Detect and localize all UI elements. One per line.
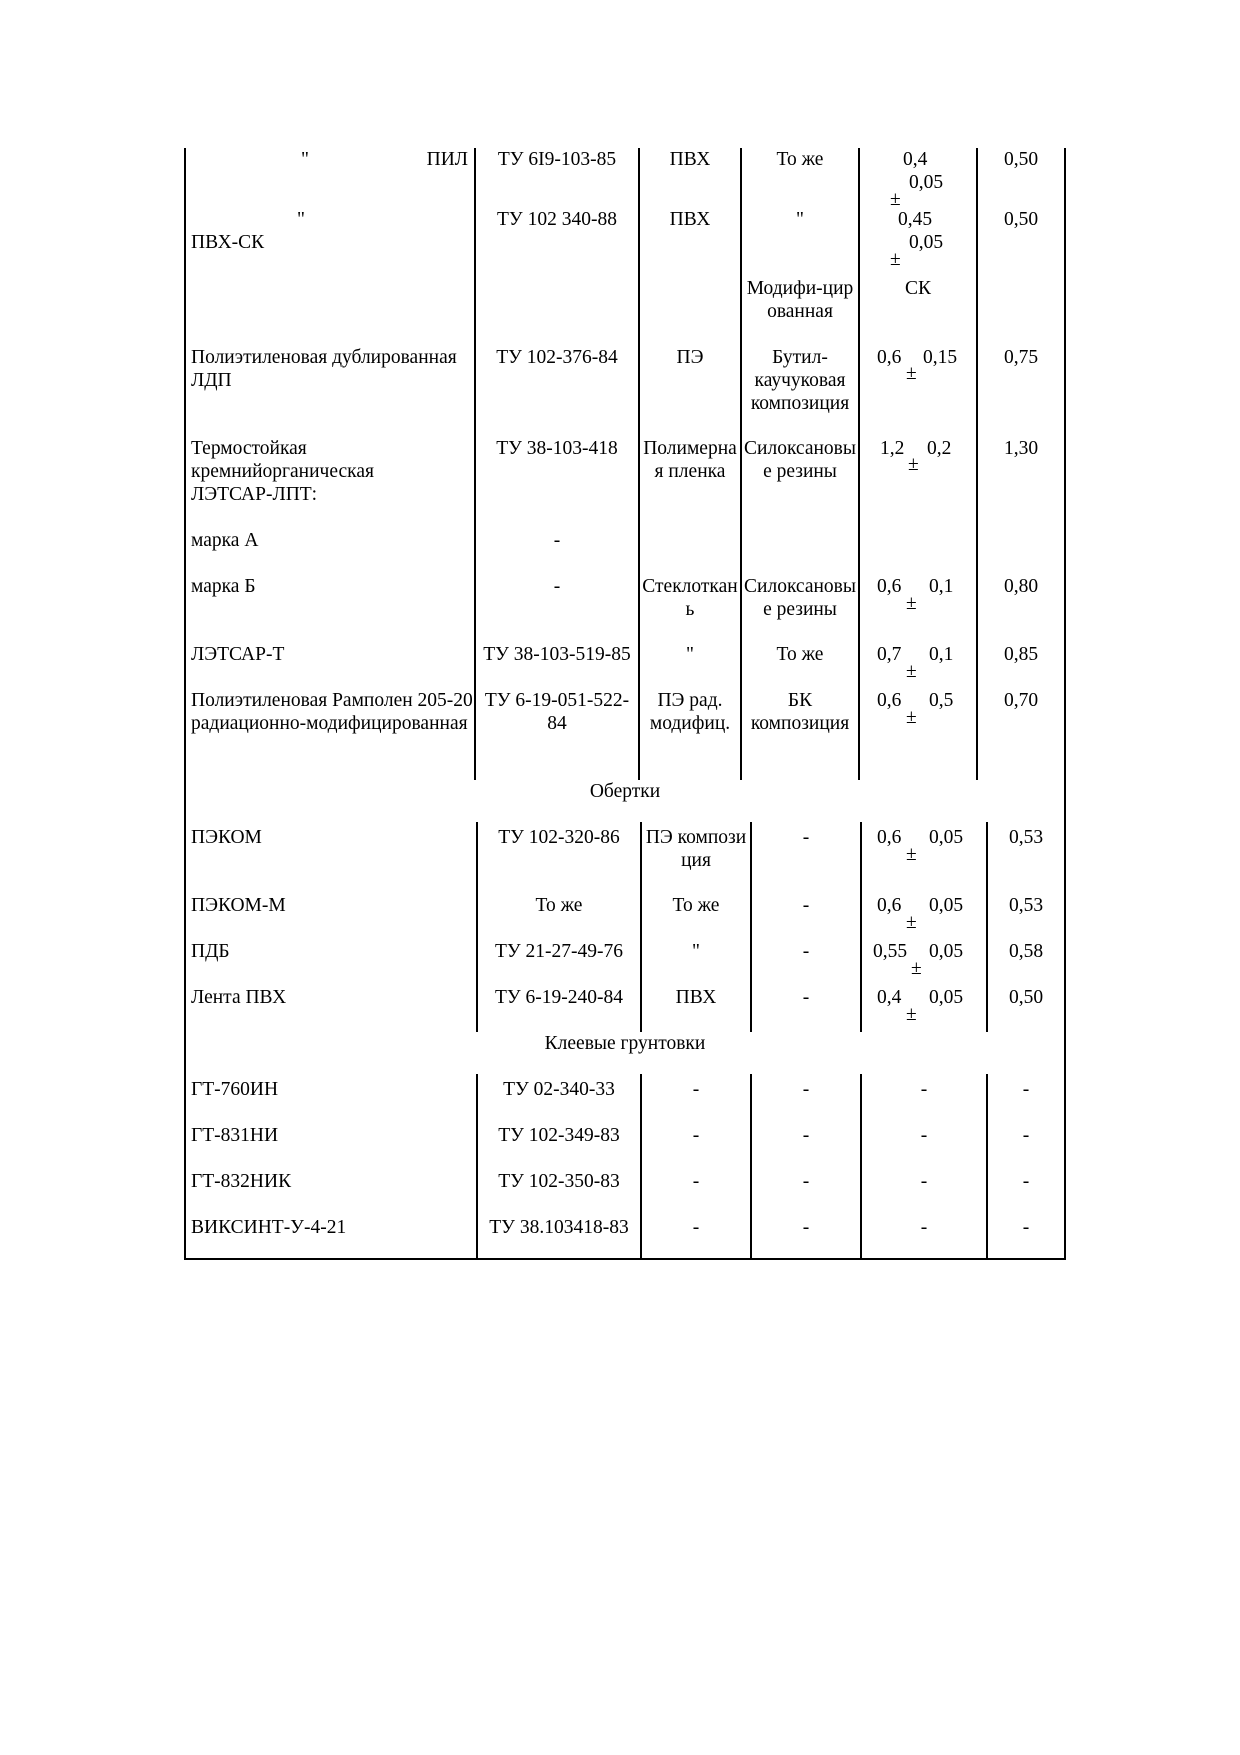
- primer-0-name: ГТ-760ИН: [191, 1079, 279, 1100]
- wrap-3-tu: ТУ 6-19-240-84: [494, 987, 624, 1008]
- row-6-base: Стеклоткань: [642, 576, 738, 620]
- row-7-name: ЛЭТСАР-Т: [191, 644, 285, 665]
- row-1-base: ПВХ: [669, 209, 711, 230]
- wrap-3-name: Лента ПВХ: [191, 987, 287, 1008]
- wrap-2-thickness-tolerance: 0,05: [929, 941, 964, 962]
- primer-3-thickness: -: [920, 1217, 928, 1238]
- row-0-name-ditto: ": [301, 149, 309, 170]
- wraps-divider-3: [750, 822, 752, 1032]
- row-6-adhesive: Силоксановые резины: [744, 576, 856, 620]
- row-2-adhesive: Модифи-цированная: [746, 278, 854, 322]
- primer-3-total: -: [1022, 1217, 1030, 1238]
- row-6-pm-symbol: ±: [906, 593, 917, 614]
- row-8-name: Полиэтиленовая Рамполен 205-20 радиационно-модифицированная: [191, 690, 473, 734]
- row-6-thickness: 0,6: [877, 576, 902, 597]
- row-3-total: 0,75: [1003, 347, 1039, 368]
- row-8-tu: ТУ 6-19-051-522-84: [484, 690, 630, 734]
- row-7-pm-symbol: ±: [906, 661, 917, 682]
- primer-0-total: -: [1022, 1079, 1030, 1100]
- primers-divider-2: [640, 1074, 642, 1258]
- row-1-thickness: 0,45: [898, 209, 933, 230]
- row-0-adhesive: То же: [776, 149, 824, 170]
- wrap-2-base: ": [692, 941, 700, 962]
- row-0-tu: ТУ 6І9-103-85: [497, 149, 617, 170]
- row-4-pm-symbol: ±: [908, 454, 919, 475]
- primers-divider-5: [986, 1074, 988, 1258]
- primer-2-name: ГТ-832НИК: [191, 1171, 292, 1192]
- primer-1-total: -: [1022, 1125, 1030, 1146]
- wraps-divider-4: [860, 822, 862, 1032]
- wraps-divider-5: [986, 822, 988, 1032]
- col-divider-2: [638, 148, 640, 780]
- wrap-1-tu: То же: [535, 895, 583, 916]
- wrap-1-name: ПЭКОМ-М: [191, 895, 286, 916]
- row-7-thickness-tolerance: 0,1: [929, 644, 954, 665]
- wrap-1-base: То же: [672, 895, 720, 916]
- row-1-thickness-tolerance: 0,05: [909, 232, 944, 253]
- primers-divider-3: [750, 1074, 752, 1258]
- wrap-1-adhesive: -: [802, 895, 810, 916]
- row-8-adhesive: БК композиция: [750, 690, 850, 734]
- wrap-3-total: 0,50: [1008, 987, 1044, 1008]
- row-6-tu: -: [553, 576, 561, 597]
- wrap-3-pm-symbol: ±: [906, 1004, 917, 1025]
- row-7-adhesive: То же: [776, 644, 824, 665]
- row-3-name: Полиэтиленовая дублированная ЛДП: [191, 347, 457, 391]
- primer-0-thickness: -: [920, 1079, 928, 1100]
- row-5-tu: -: [553, 530, 561, 551]
- row-4-adhesive: Силоксановые резины: [744, 438, 856, 482]
- row-0-name: ПИЛ: [426, 149, 468, 170]
- row-3-thickness: 0,6: [877, 347, 902, 368]
- row-8-thickness: 0,6: [877, 690, 902, 711]
- primer-0-tu: ТУ 02-340-33: [503, 1079, 615, 1100]
- wraps-divider-1: [476, 822, 478, 1032]
- row-8-pm-symbol: ±: [906, 707, 917, 728]
- row-0-thickness: 0,4: [903, 149, 928, 170]
- row-1-name: ПВХ-СК: [191, 232, 265, 253]
- primer-3-base: -: [692, 1217, 700, 1238]
- row-6-thickness-tolerance: 0,1: [929, 576, 954, 597]
- row-4-total: 1,30: [1003, 438, 1039, 459]
- col-divider-1: [474, 148, 476, 780]
- row-6-total: 0,80: [1003, 576, 1039, 597]
- table-border-bottom: [184, 1258, 1066, 1260]
- row-7-thickness: 0,7: [877, 644, 902, 665]
- wrap-2-total: 0,58: [1008, 941, 1044, 962]
- wraps-divider-2: [640, 822, 642, 1032]
- row-8-base: ПЭ рад. модифиц.: [649, 690, 731, 734]
- col-divider-5: [976, 148, 978, 780]
- wrap-1-total: 0,53: [1008, 895, 1044, 916]
- row-3-base: ПЭ: [676, 347, 704, 368]
- table-border-left: [184, 148, 186, 1258]
- wrap-0-base: ПЭ композиция: [645, 827, 747, 871]
- wrap-0-total: 0,53: [1008, 827, 1044, 848]
- row-5-name: марка А: [191, 530, 259, 551]
- row-1-total: 0,50: [1003, 209, 1039, 230]
- row-0-pm-symbol: ±: [890, 189, 901, 210]
- row-8-total: 0,70: [1003, 690, 1039, 711]
- wrap-0-thickness: 0,6: [877, 827, 902, 848]
- wrap-0-adhesive: -: [802, 827, 810, 848]
- row-3-tu: ТУ 102-376-84: [496, 347, 618, 368]
- primer-3-tu: ТУ 38.103418-83: [489, 1217, 629, 1238]
- wrap-3-thickness: 0,4: [877, 987, 902, 1008]
- row-4-tu: ТУ 38-103-418: [496, 438, 618, 459]
- wrap-0-name: ПЭКОМ: [191, 827, 262, 848]
- row-4-name: Термостойкая кремнийорганическая ЛЭТСАР-ЛПТ:: [191, 438, 374, 505]
- primer-2-base: -: [692, 1171, 700, 1192]
- wrap-0-thickness-tolerance: 0,05: [929, 827, 964, 848]
- primers-divider-1: [476, 1074, 478, 1258]
- section-heading-primers: Клеевые грунтовки: [544, 1033, 706, 1054]
- row-7-tu: ТУ 38-103-519-85: [483, 644, 631, 665]
- row-8-thickness-tolerance: 0,5: [929, 690, 954, 711]
- wrap-1-pm-symbol: ±: [906, 912, 917, 933]
- wrap-1-thickness-tolerance: 0,05: [929, 895, 964, 916]
- section-heading-wraps: Обертки: [589, 781, 661, 802]
- row-6-name: марка Б: [191, 576, 256, 597]
- primer-2-adhesive: -: [802, 1171, 810, 1192]
- primers-divider-4: [860, 1074, 862, 1258]
- wrap-3-base: ПВХ: [675, 987, 717, 1008]
- row-3-pm-symbol: ±: [906, 363, 917, 384]
- primer-0-base: -: [692, 1079, 700, 1100]
- col-divider-4: [858, 148, 860, 780]
- row-2-thickness: СК: [904, 278, 931, 299]
- row-3-thickness-tolerance: 0,15: [923, 347, 958, 368]
- primer-2-thickness: -: [920, 1171, 928, 1192]
- wrap-2-adhesive: -: [802, 941, 810, 962]
- primer-1-thickness: -: [920, 1125, 928, 1146]
- row-7-base: ": [686, 644, 694, 665]
- row-0-thickness-tolerance: 0,05: [909, 172, 944, 193]
- row-3-adhesive: Бутил-каучуковая композиция: [750, 347, 850, 414]
- primer-2-total: -: [1022, 1171, 1030, 1192]
- col-divider-3: [740, 148, 742, 780]
- row-1-name-ditto: ": [297, 209, 305, 230]
- wrap-3-adhesive: -: [802, 987, 810, 1008]
- primer-1-name: ГТ-831НИ: [191, 1125, 279, 1146]
- wrap-2-pm-symbol: ±: [911, 958, 922, 979]
- row-1-pm-symbol: ±: [890, 249, 901, 270]
- primer-3-name: ВИКСИНТ-У-4-21: [191, 1217, 347, 1238]
- table-border-right: [1064, 148, 1066, 1258]
- row-4-base: Полимерная пленка: [643, 438, 737, 482]
- row-1-adhesive: ": [796, 209, 804, 230]
- wrap-2-thickness: 0,55: [873, 941, 908, 962]
- primer-1-base: -: [692, 1125, 700, 1146]
- row-0-total: 0,50: [1003, 149, 1039, 170]
- row-4-thickness: 1,2: [880, 438, 905, 459]
- wrap-2-tu: ТУ 21-27-49-76: [494, 941, 624, 962]
- primer-1-tu: ТУ 102-349-83: [498, 1125, 620, 1146]
- primer-3-adhesive: -: [802, 1217, 810, 1238]
- row-4-thickness-tolerance: 0,2: [927, 438, 952, 459]
- primer-2-tu: ТУ 102-350-83: [498, 1171, 620, 1192]
- row-7-total: 0,85: [1003, 644, 1039, 665]
- wrap-2-name: ПДБ: [191, 941, 230, 962]
- wrap-0-tu: ТУ 102-320-86: [498, 827, 620, 848]
- wrap-0-pm-symbol: ±: [906, 844, 917, 865]
- wrap-1-thickness: 0,6: [877, 895, 902, 916]
- row-1-tu: ТУ 102 340-88: [497, 209, 617, 230]
- primer-0-adhesive: -: [802, 1079, 810, 1100]
- row-0-base: ПВХ: [669, 149, 711, 170]
- wrap-3-thickness-tolerance: 0,05: [929, 987, 964, 1008]
- primer-1-adhesive: -: [802, 1125, 810, 1146]
